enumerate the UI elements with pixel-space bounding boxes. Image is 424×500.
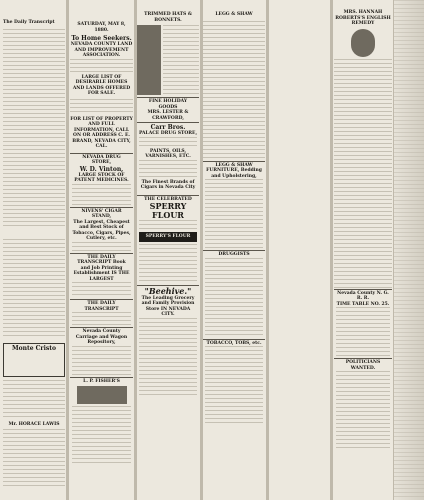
- ad-title: SPERRY FLOUR: [149, 201, 187, 220]
- ad-text: [72, 406, 131, 466]
- ad-text: [139, 244, 197, 284]
- ad-text: [336, 307, 390, 357]
- column-rule: [330, 0, 333, 500]
- ad-title: THE DAILY TRANSCRIPT Book and Job Printing Establishment IS THE LARGEST: [73, 254, 130, 282]
- ad-text: [205, 346, 263, 426]
- ad-title: L. P. FISHER'S: [83, 378, 120, 384]
- column-rule: [266, 0, 269, 500]
- ad-subtitle: NEVADA COUNTY LAND AND IMPROVEMENT ASSOCIATION.: [70, 42, 133, 58]
- ad-text: [139, 160, 197, 180]
- ad-text: [70, 59, 133, 73]
- ad-title: MRS. HANNAH ROBERTS'S ENGLISH REMEDY: [335, 10, 391, 26]
- ad-title: POLITICIANS WANTED.: [345, 360, 381, 371]
- ad-title: Mr. HORACE LAWIS: [8, 421, 60, 427]
- column-5: [334, 0, 392, 500]
- ad-title: PALACE DRUG STORE,: [139, 131, 198, 136]
- ad-title: PAINTS, OILS, VARNISHES, ETC.: [145, 148, 191, 159]
- ad-title: "Beehive.": [144, 285, 192, 296]
- ad-title: MRS. LESTER & CRAWFORD,: [147, 110, 189, 121]
- ad-title: The Finest Brands of Cigars in Nevada City: [140, 179, 196, 190]
- portrait-illustration: [351, 29, 375, 57]
- ad-text: [139, 318, 197, 398]
- carriage-illustration: [77, 386, 127, 404]
- ad-text: [139, 137, 197, 149]
- ad-title: THE DAILY TRANSCRIPT: [84, 301, 119, 312]
- masthead-title: The Daily Transcript: [3, 20, 55, 25]
- ad-text: [70, 99, 133, 115]
- ad-text: [336, 371, 390, 451]
- ad-text: [163, 25, 199, 95]
- ad-title: Monte Cristo: [11, 344, 57, 352]
- facing-page-edge: [394, 0, 424, 500]
- ad-title: LEGG & SHAW: [215, 12, 253, 17]
- ad-title: To Home Seekers.: [71, 35, 132, 42]
- column-rule: [66, 0, 69, 500]
- ad-text: [3, 380, 65, 420]
- facing-page-text: [394, 0, 424, 500]
- ad-text: [3, 429, 65, 489]
- ad-title: FURNITURE, Bedding and Upholstering,: [206, 168, 262, 179]
- news-text: [3, 239, 65, 339]
- ad-text: [203, 21, 265, 161]
- column-3: [137, 0, 199, 500]
- news-text: [3, 29, 65, 229]
- ad-title: NEVADA DRUG STORE,: [82, 154, 121, 165]
- ad-text: [139, 220, 197, 230]
- ad-text: [334, 59, 392, 289]
- ad-title: TRIMMED HATS & BONNETS.: [144, 12, 192, 23]
- ad-title: DRUGGISTS: [218, 252, 250, 257]
- ad-text: [72, 312, 131, 326]
- column-4: [203, 0, 265, 500]
- ad-title: Carr Bros.: [150, 124, 186, 131]
- ad-text: The Largest, Cheapest and Best Stock of Tobacco, Cigars, Pipes, Cutlery, etc.: [72, 219, 131, 241]
- ad-title: The Leading Grocery and Family Provision Store IN NEVADA CITY.: [141, 295, 195, 317]
- column-1: [3, 0, 65, 500]
- date-line: SATURDAY, MAY 8, 1880.: [77, 22, 126, 33]
- ad-text: FOR LIST OF PROPERTY AND FULL INFORMATION, CALL ON OR ADDRESS C. E. BRAND, NEVADA CITY, CAL.: [70, 116, 133, 149]
- ad-text: [72, 346, 131, 376]
- sperry-banner: SPERRY'S FLOUR: [139, 232, 197, 242]
- ad-text: [72, 184, 131, 206]
- ad-text: [205, 258, 263, 338]
- ad-title: NIVENS' CIGAR STAND,: [81, 208, 122, 219]
- lady-illustration: [137, 25, 161, 95]
- ad-text: LARGE STOCK OF PATENT MEDICINES.: [74, 172, 129, 183]
- ad-text: [72, 242, 131, 252]
- ad-text: [72, 282, 131, 298]
- ad-text: [205, 179, 263, 249]
- ad-title: FINE HOLIDAY GOODS: [148, 99, 188, 110]
- ad-title: THE CELEBRATED: [144, 196, 192, 202]
- ad-title: LEGG & SHAW: [215, 162, 253, 168]
- ad-title: LARGE LIST OF DESIRABLE HOMES AND LANDS OFFERED FOR SALE.: [72, 74, 131, 96]
- column-2: [70, 0, 133, 500]
- ad-title: TIME TABLE NO. 25.: [336, 301, 390, 307]
- ad-box: [3, 343, 65, 377]
- ad-title: Nevada County Carriage and Wagon Repository,: [75, 329, 128, 345]
- ad-title: TOBACCO, TOBS, etc.: [206, 340, 262, 346]
- ad-title: W. D. Vinton,: [79, 165, 124, 173]
- ad-title: Nevada County N. G. R. R.: [337, 290, 389, 301]
